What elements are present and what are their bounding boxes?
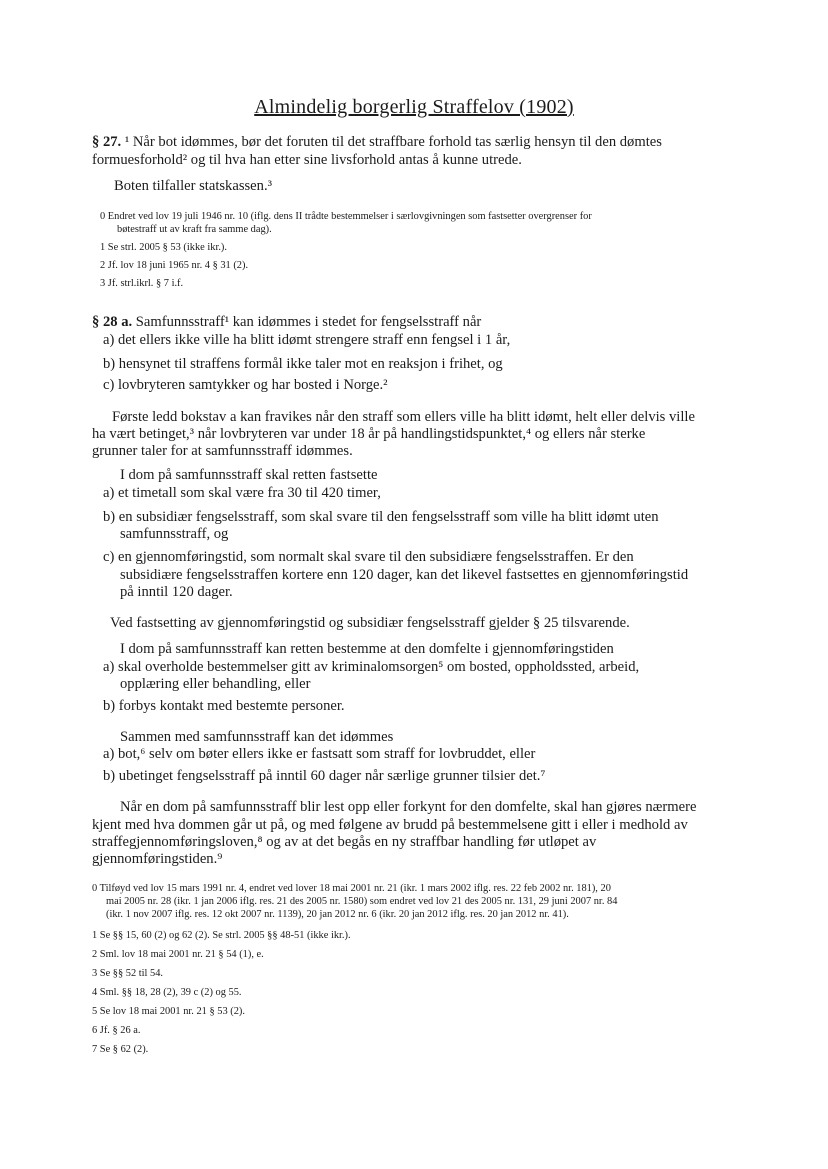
- paragraph-5-intro: I dom på samfunnsstraff kan retten bestemme at den domfelte i gjennomføringstiden: [120, 641, 614, 657]
- footnote-28a-0-line-3: (ikr. 1 nov 2007 iflg. res. 12 okt 2007 nr. 1139), 20 jan 2012 nr. 6 (ikr. 20 jan 2012 iflg. res. 20 jan 2012 nr. 41).: [106, 909, 569, 920]
- paragraph-3-item-c-line-1: c) en gjennomføringstid, som normalt skal svare til den subsidiære fengselsstraffen. Er den: [103, 549, 634, 565]
- section-27-line-3: Boten tilfaller statskassen.³: [114, 178, 272, 194]
- footnote-28a-5: 5 Se lov 18 mai 2001 nr. 21 § 53 (2).: [92, 1006, 245, 1017]
- paragraph-5-item-b: b) forbys kontakt med bestemte personer.: [103, 698, 345, 714]
- paragraph-3-item-c-line-3: på inntil 120 dager.: [120, 584, 233, 600]
- paragraph-7-line-2: kjent med hva dommen går ut på, og med følgene av brudd på bestemmelsene gitt i eller i medhold av: [92, 817, 688, 833]
- footnote-28a-0-line-2: mai 2005 nr. 28 (ikr. 1 jan 2006 iflg. res. 21 des 2005 nr. 1580) som endret ved lov 21 des 2005 nr. 131, 29 juni 2007 nr. 84: [106, 896, 618, 907]
- paragraph-6-intro: Sammen med samfunnsstraff kan det idømmes: [120, 729, 394, 745]
- section-27-text: ¹ Når bot idømmes, bør det foruten til det straffbare forhold tas særlig hensyn til den dømtes: [124, 134, 662, 150]
- footnote-27-0-line-1: 0 Endret ved lov 19 juli 1946 nr. 10 (iflg. dens II trådte bestemmelser i særlovgivningen som fastsetter overgrenser for: [100, 211, 592, 222]
- section-28a-intro-text: Samfunnsstraff¹ kan idømmes i stedet for fengselsstraff når: [135, 314, 482, 330]
- section-28a-item-c: c) lovbryteren samtykker og har bosted i Norge.²: [103, 377, 388, 393]
- footnote-28a-7: 7 Se § 62 (2).: [92, 1044, 149, 1055]
- footnote-27-1: 1 Se strl. 2005 § 53 (ikke ikr.).: [100, 242, 227, 253]
- section-28a-item-a: a) det ellers ikke ville ha blitt idømt strengere straff enn fengsel i 1 år,: [103, 332, 511, 348]
- paragraph-5-item-a-line-2: opplæring eller behandling, eller: [120, 676, 311, 692]
- paragraph-7-line-3: straffegjennomføringsloven,⁸ og av at det begås en ny straffbar handling før utløpet av: [92, 834, 597, 850]
- paragraph-5-item-a-line-1: a) skal overholde bestemmelser gitt av kriminalomsorgen⁵ om bosted, oppholdssted, arbeid,: [103, 659, 640, 675]
- section-28a-number: § 28 a.: [92, 314, 133, 330]
- paragraph-2-line-2: ha vært betinget,³ når lovbryteren var under 18 år på handlingstidspunktet,⁴ og ellers når sterke: [92, 426, 646, 442]
- section-27-line-1: [92, 134, 662, 151]
- footnote-28a-4: 4 Sml. §§ 18, 28 (2), 39 c (2) og 55.: [92, 987, 242, 998]
- footnote-27-2: 2 Jf. lov 18 juni 1965 nr. 4 § 31 (2).: [100, 260, 249, 271]
- footnote-28a-1: 1 Se §§ 15, 60 (2) og 62 (2). Se strl. 2005 §§ 48-51 (ikke ikr.).: [92, 930, 351, 941]
- document-title: Almindelig borgerlig Straffelov (1902): [254, 96, 574, 118]
- footnote-27-0-line-2: bøtestraff ut av kraft fra samme dag).: [117, 224, 272, 235]
- paragraph-6-item-b: b) ubetinget fengselsstraff på inntil 60 dager når særlige grunner tilsier det.⁷: [103, 768, 546, 784]
- paragraph-3-item-b-line-1: b) en subsidiær fengselsstraff, som skal svare til den fengselsstraff som ville ha blitt idømt uten: [103, 509, 659, 525]
- paragraph-2-line-1: Første ledd bokstav a kan fravikes når den straff som ellers ville ha blitt idømt, helt eller delvis ville: [112, 409, 695, 425]
- footnote-28a-2: 2 Sml. lov 18 mai 2001 nr. 21 § 54 (1), e.: [92, 949, 264, 960]
- paragraph-3-intro: I dom på samfunnsstraff skal retten fastsette: [120, 467, 378, 483]
- section-27-line-2: formuesforhold² og til hva han etter sine livsforhold antas å kunne utrede.: [92, 152, 522, 168]
- paragraph-3-item-c-line-2: subsidiære fengselsstraffen kortere enn 120 dager, kan det likevel fastsettes en gjennomføringstid: [120, 567, 689, 583]
- paragraph-7-line-4: gjennomføringstiden.⁹: [92, 851, 223, 867]
- paragraph-4: Ved fastsetting av gjennomføringstid og subsidiær fengselsstraff gjelder § 25 tilsvarende.: [110, 615, 630, 631]
- paragraph-7-line-1: Når en dom på samfunnsstraff blir lest opp eller forkynt for den domfelte, skal han gjøres nærmere: [120, 799, 697, 815]
- section-27-number: § 27.: [92, 134, 122, 150]
- section-28a-intro: [92, 314, 481, 331]
- paragraph-3-item-a: a) et timetall som skal være fra 30 til 420 timer,: [103, 485, 381, 501]
- footnote-27-3: 3 Jf. strl.ikrl. § 7 i.f.: [100, 278, 184, 289]
- footnote-28a-6: 6 Jf. § 26 a.: [92, 1025, 141, 1036]
- footnote-28a-0-line-1: 0 Tilføyd ved lov 15 mars 1991 nr. 4, endret ved lover 18 mai 2001 nr. 21 (ikr. 1 mars 2002 iflg. res. 22 feb 2002 nr. 181), 20: [92, 883, 611, 894]
- paragraph-2-line-3: grunner taler for at samfunnsstraff idømmes.: [92, 443, 353, 459]
- section-28a-item-b: b) hensynet til straffens formål ikke taler mot en reaksjon i frihet, og: [103, 356, 503, 372]
- footnote-28a-3: 3 Se §§ 52 til 54.: [92, 968, 164, 979]
- paragraph-3-item-b-line-2: samfunnsstraff, og: [120, 526, 229, 542]
- paragraph-6-item-a: a) bot,⁶ selv om bøter ellers ikke er fastsatt som straff for lovbruddet, eller: [103, 746, 536, 762]
